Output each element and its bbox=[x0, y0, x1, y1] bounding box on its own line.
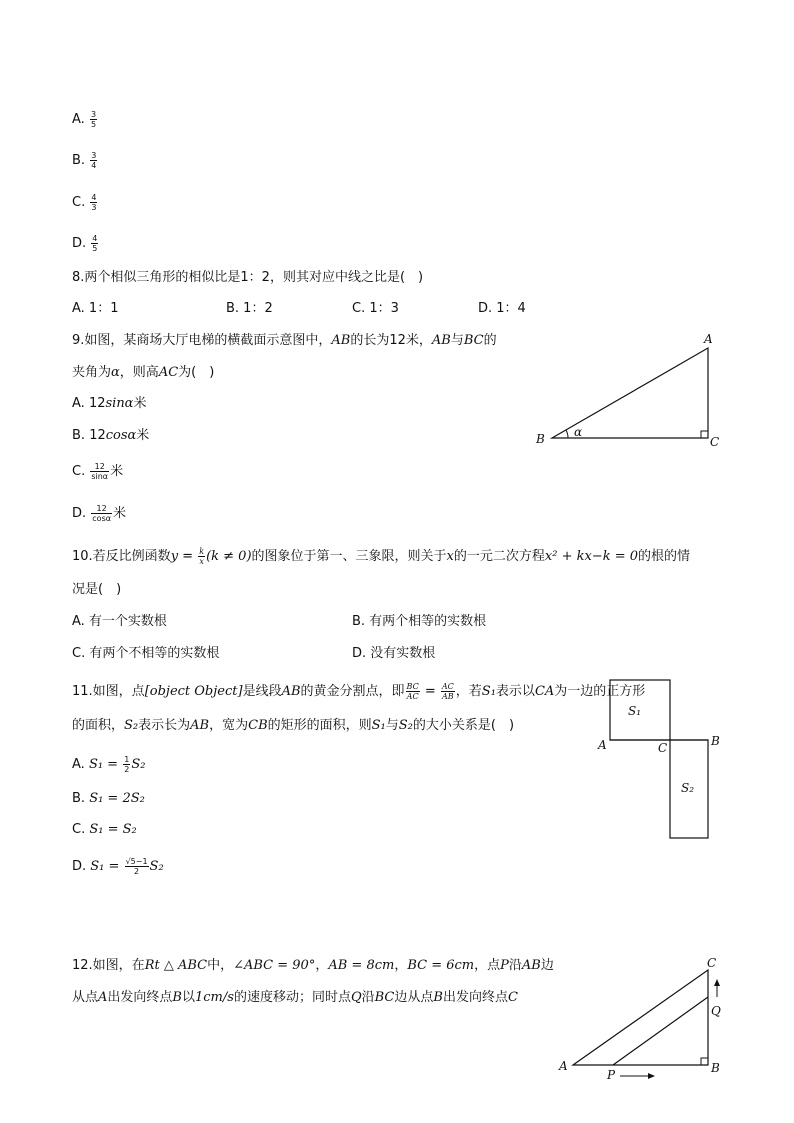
denominator: 5 bbox=[90, 120, 97, 129]
text: 表示以 bbox=[495, 684, 535, 699]
q10-stem-line1 bbox=[72, 547, 690, 566]
math: Q bbox=[350, 990, 362, 1005]
denominator: x bbox=[199, 557, 204, 566]
text: 沿 bbox=[361, 990, 375, 1005]
q10-option-a: A. 有一个实数根 bbox=[72, 614, 167, 629]
denominator: 2 bbox=[124, 765, 130, 774]
option-label: B. bbox=[72, 153, 86, 168]
option-label: B. bbox=[72, 428, 90, 443]
q11-label-c: C bbox=[658, 741, 668, 755]
text: ，若 bbox=[455, 684, 482, 699]
text: 的大小关系是( ) bbox=[412, 718, 515, 733]
q7-option-a bbox=[72, 110, 98, 129]
q12-label-a: A bbox=[559, 1059, 568, 1073]
numerator: 12 bbox=[91, 504, 112, 514]
q11-option-b bbox=[72, 790, 145, 808]
unit: 米 bbox=[136, 428, 150, 443]
text: 的图象位于第一、三象限，则关于 bbox=[251, 549, 447, 564]
numerator: BC bbox=[406, 682, 419, 691]
math: 1cm/s bbox=[195, 990, 234, 1005]
fraction bbox=[198, 547, 205, 566]
q11-label-b: B bbox=[711, 734, 720, 748]
option-label: C. bbox=[72, 195, 86, 210]
option-label: B. bbox=[72, 791, 90, 806]
q12-arrow-q-head bbox=[714, 979, 720, 986]
math: = bbox=[178, 549, 198, 564]
q7-option-b bbox=[72, 151, 98, 170]
text: 的长为12米， bbox=[350, 333, 432, 348]
math: 12 bbox=[88, 396, 106, 411]
q9-option-c bbox=[72, 462, 123, 481]
fraction bbox=[123, 755, 130, 774]
text: 与 bbox=[385, 718, 399, 733]
q9-option-a bbox=[72, 395, 146, 413]
numerator: 4 bbox=[91, 193, 97, 202]
numerator: √5−1 bbox=[125, 857, 148, 866]
denominator: AB bbox=[442, 692, 454, 701]
math: S₁ = 2S₂ bbox=[89, 791, 145, 806]
math: BC = 6cm bbox=[407, 958, 475, 973]
math: AB bbox=[431, 333, 451, 348]
text: 的根的情 bbox=[638, 549, 691, 564]
math: A bbox=[98, 990, 108, 1005]
math: y bbox=[170, 549, 179, 564]
text: 12.如图，在 bbox=[72, 958, 145, 973]
fraction bbox=[90, 151, 97, 170]
math: S₁ bbox=[481, 684, 496, 699]
numerator: 4 bbox=[92, 234, 98, 243]
denominator: 2 bbox=[134, 867, 140, 876]
math: sinα bbox=[105, 396, 134, 411]
q11-stem-line2 bbox=[72, 717, 514, 735]
text: 边从点 bbox=[394, 990, 434, 1005]
text: 是线段 bbox=[242, 684, 282, 699]
math: B bbox=[433, 990, 443, 1005]
q12-label-p: P bbox=[607, 1068, 616, 1082]
math: BC bbox=[463, 333, 484, 348]
text: 与 bbox=[450, 333, 464, 348]
numerator: k bbox=[199, 547, 205, 556]
math: S₂ bbox=[149, 859, 164, 874]
math: (k ≠ 0) bbox=[206, 549, 252, 564]
q9-label-b: B bbox=[536, 432, 545, 446]
q9-right-angle-mark bbox=[701, 431, 708, 438]
math: AB bbox=[190, 718, 210, 733]
q12-label-q: Q bbox=[711, 1004, 721, 1018]
math: x² + kx−k = 0 bbox=[544, 549, 639, 564]
option-label: C. bbox=[72, 464, 90, 479]
q8-option-c: C. 1：3 bbox=[352, 301, 399, 316]
math: AC bbox=[158, 365, 179, 380]
math: S₁ bbox=[371, 718, 386, 733]
denominator: 3 bbox=[91, 203, 97, 212]
math: AB bbox=[521, 958, 541, 973]
denominator: AC bbox=[406, 692, 419, 701]
math: S₂ bbox=[131, 757, 146, 772]
text: ，点 bbox=[474, 958, 501, 973]
option-label: A. bbox=[72, 112, 85, 127]
q12-segment-pq bbox=[613, 997, 708, 1065]
denominator: sinα bbox=[91, 472, 109, 481]
math: cosα bbox=[105, 428, 137, 443]
q9-label-a: A bbox=[704, 332, 713, 346]
q12-stem-line2 bbox=[72, 989, 518, 1007]
fraction bbox=[125, 857, 149, 876]
q12-right-angle-mark bbox=[701, 1058, 708, 1065]
q11-label-s2: S₂ bbox=[681, 781, 695, 795]
fraction bbox=[90, 193, 97, 212]
unit: 米 bbox=[110, 464, 124, 479]
option-label: D. bbox=[72, 506, 91, 521]
q10-stem-line2: 况是( ) bbox=[72, 582, 122, 597]
q8-option-d: D. 1：4 bbox=[478, 301, 526, 316]
text: 出发向终点 bbox=[442, 990, 508, 1005]
text: 的一元二次方程 bbox=[453, 549, 545, 564]
q8-option-a: A. 1：1 bbox=[72, 301, 119, 316]
numerator: 1 bbox=[124, 755, 130, 764]
text: 的 bbox=[483, 333, 497, 348]
option-label: D. bbox=[72, 236, 87, 251]
math: AB bbox=[281, 684, 301, 699]
fraction bbox=[91, 234, 98, 253]
math: S₂ bbox=[398, 718, 413, 733]
q12-stem-line1 bbox=[72, 957, 554, 975]
q9-stem-line2 bbox=[72, 364, 214, 382]
q8-stem: 8.两个相似三角形的相似比是1：2，则其对应中线之比是( ) bbox=[72, 270, 424, 285]
math: BC bbox=[374, 990, 395, 1005]
math: CB bbox=[248, 718, 268, 733]
q11-option-a bbox=[72, 755, 145, 774]
numerator: 3 bbox=[90, 110, 97, 119]
math: B bbox=[172, 990, 182, 1005]
math: CA bbox=[534, 684, 555, 699]
q9-option-b bbox=[72, 427, 149, 445]
fraction bbox=[406, 682, 420, 701]
numerator: 12 bbox=[90, 462, 109, 472]
fraction bbox=[90, 110, 97, 129]
q11-label-s1: S₁ bbox=[628, 704, 642, 718]
q9-label-alpha: α bbox=[574, 425, 583, 439]
text: ， bbox=[394, 958, 408, 973]
q9-option-d bbox=[72, 504, 126, 523]
q10-option-c: C. 有两个不相等的实数根 bbox=[72, 646, 220, 661]
text: 11.如图，点 bbox=[72, 684, 145, 699]
text: 出发向终点 bbox=[107, 990, 173, 1005]
text: 为( ) bbox=[178, 365, 215, 380]
math: 12 bbox=[89, 428, 106, 443]
text: 为一边的正方形 bbox=[554, 684, 646, 699]
text: 从点 bbox=[72, 990, 99, 1005]
fraction bbox=[91, 504, 112, 523]
text: 夹角为 bbox=[72, 365, 112, 380]
q10-option-b: B. 有两个相等的实数根 bbox=[352, 614, 487, 629]
text: 的速度移动；同时点 bbox=[233, 990, 351, 1005]
math: S₂ bbox=[124, 718, 139, 733]
numerator: AC bbox=[441, 682, 454, 691]
q9-label-c: C bbox=[710, 435, 720, 449]
text: 10.若反比例函数 bbox=[72, 549, 171, 564]
math: AB bbox=[331, 333, 351, 348]
fraction bbox=[441, 682, 455, 701]
text: 的面积， bbox=[72, 718, 125, 733]
math: = bbox=[420, 684, 440, 699]
q9-stem-line1 bbox=[72, 332, 497, 350]
denominator: 5 bbox=[92, 244, 98, 253]
math: S₁ = bbox=[90, 859, 124, 874]
math: S₁ = S₂ bbox=[89, 822, 137, 837]
q10-option-d: D. 没有实数根 bbox=[352, 646, 436, 661]
math: [object Object] bbox=[144, 684, 243, 699]
q11-figure bbox=[590, 672, 730, 844]
q9-angle-arc bbox=[566, 430, 568, 438]
q12-label-c: C bbox=[707, 956, 717, 970]
q9-figure bbox=[530, 330, 730, 455]
text: 边 bbox=[540, 958, 554, 973]
q7-option-d bbox=[72, 234, 99, 253]
unit: 米 bbox=[113, 506, 127, 521]
text: 表示长为 bbox=[138, 718, 191, 733]
option-label: C. bbox=[72, 822, 90, 837]
q8-option-b: B. 1：2 bbox=[226, 301, 273, 316]
math: Rt △ ABC bbox=[144, 958, 208, 973]
math: C bbox=[507, 990, 518, 1005]
text: 中， bbox=[207, 958, 234, 973]
text: 的黄金分割点，即 bbox=[300, 684, 405, 699]
unit: 米 bbox=[133, 396, 147, 411]
q12-triangle bbox=[573, 970, 708, 1065]
text: 9.如图，某商场大厅电梯的横截面示意图中， bbox=[72, 333, 332, 348]
denominator: cosα bbox=[92, 514, 112, 523]
q11-option-d bbox=[72, 857, 164, 876]
math: ∠ABC = 90° bbox=[233, 958, 316, 973]
text: ，则高 bbox=[119, 365, 159, 380]
text: ， bbox=[315, 958, 329, 973]
q12-figure bbox=[555, 955, 730, 1085]
option-label: A. bbox=[72, 757, 89, 772]
math: P bbox=[500, 958, 509, 973]
math: S₁ = bbox=[88, 757, 123, 772]
math: AB = 8cm bbox=[328, 958, 395, 973]
q11-stem-line1 bbox=[72, 682, 645, 701]
q12-arrow-p-head bbox=[648, 1073, 655, 1079]
text: 以 bbox=[181, 990, 195, 1005]
math: x bbox=[446, 549, 454, 564]
denominator: 4 bbox=[91, 161, 97, 170]
math: α bbox=[111, 365, 120, 380]
text: 的矩形的面积，则 bbox=[267, 718, 372, 733]
q12-label-b: B bbox=[711, 1061, 720, 1075]
q7-option-c bbox=[72, 193, 98, 212]
option-label: D. bbox=[72, 859, 91, 874]
q11-option-c bbox=[72, 821, 137, 839]
fraction bbox=[90, 462, 109, 481]
text: 沿 bbox=[508, 958, 522, 973]
text: ，宽为 bbox=[209, 718, 249, 733]
option-label: A. bbox=[72, 396, 89, 411]
numerator: 3 bbox=[91, 151, 97, 160]
q11-label-a: A bbox=[598, 738, 607, 752]
